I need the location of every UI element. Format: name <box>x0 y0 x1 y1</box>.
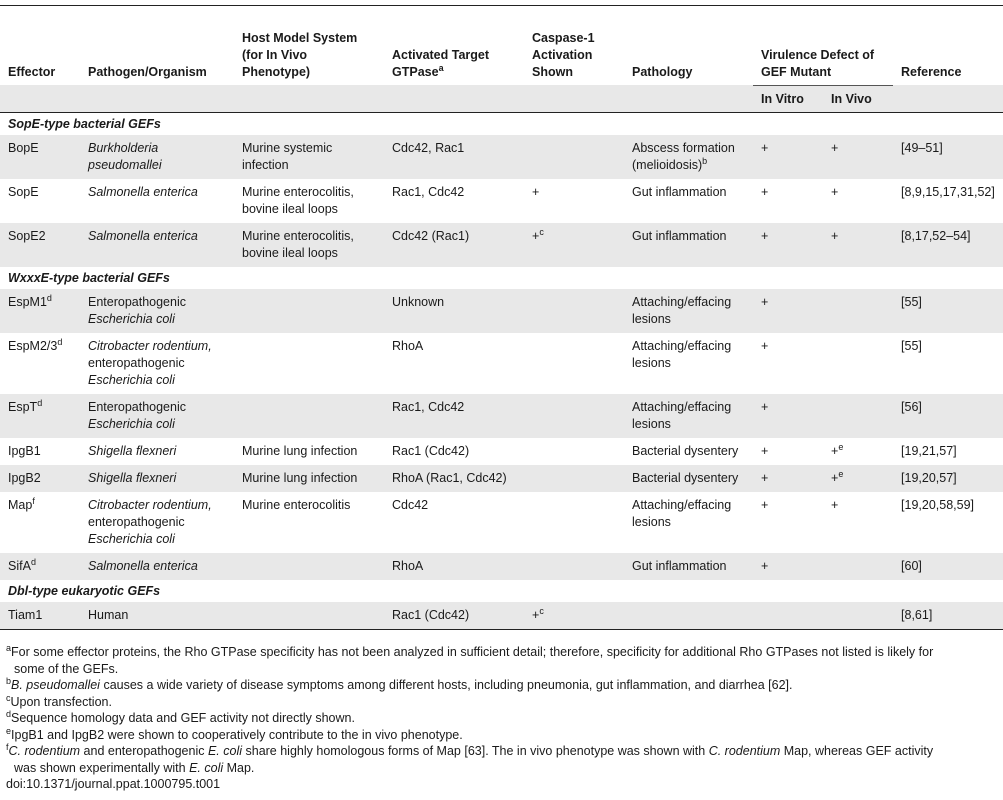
cell-reference: [55] <box>901 338 922 353</box>
table-row <box>0 438 1003 465</box>
header-reference: Reference <box>901 65 962 79</box>
cell-reference: [19,20,57] <box>893 465 1003 492</box>
cell-reference: [8,9,15,17,31,52] <box>901 184 995 199</box>
cell-pathogen: Human <box>80 602 234 630</box>
cell-caspase <box>524 289 624 333</box>
cell-in-vitro: + <box>753 289 823 333</box>
table-row <box>0 602 1003 630</box>
cell-target: RhoA <box>384 553 524 580</box>
cell-target: Cdc42 <box>392 497 429 512</box>
gef-effectors-table <box>0 28 1003 630</box>
footnote-f: $^f$C. rodentium and enteropathogenic E. coli share highly homologous forms of Map [63]. The in vivo phenotype was shown with C. rodentium Map, whereas GEF activity was shown experimentally with E. coli Map. <box>6 741 934 775</box>
cell-in-vitro: + <box>761 184 769 199</box>
cell-reference: [56] <box>893 394 1003 438</box>
cell-caspase: + <box>532 184 540 199</box>
cell-pathology <box>624 602 753 630</box>
header-in-vitro: In Vitro <box>753 85 823 112</box>
cell-pathogen: Salmonella enterica <box>80 223 234 267</box>
cell-caspase <box>524 394 624 438</box>
cell-pathology: Attaching/effacing lesions <box>632 338 732 370</box>
cell-effector: IpgB1 <box>8 443 41 458</box>
cell-in-vitro <box>753 602 823 630</box>
cell-in-vitro: + <box>753 465 823 492</box>
cell-in-vitro: + <box>753 553 823 580</box>
cell-effector: SifA$^d$ <box>0 553 80 580</box>
cell-host <box>234 289 384 333</box>
cell-pathogen: Salmonella enterica <box>80 553 234 580</box>
cell-pathology: Abscess formation (melioidosis)$^b$ <box>624 135 753 179</box>
cell-host <box>234 602 384 630</box>
cell-host <box>234 553 384 580</box>
table-row <box>0 394 1003 438</box>
cell-pathology: Attaching/effacing lesions <box>624 394 753 438</box>
cell-caspase: +$^c$ <box>524 223 624 267</box>
cell-caspase: +$^c$ <box>524 602 624 630</box>
cell-reference: [8,61] <box>893 602 1003 630</box>
cell-host: Murine enterocolitis, bovine ileal loops <box>242 184 354 216</box>
cell-effector: EspM2/3$^d$ <box>8 336 63 353</box>
cell-effector: EspM1$^d$ <box>0 289 80 333</box>
header-host: Host Model System (for In Vivo Phenotype) <box>242 31 358 79</box>
cell-reference: [8,17,52–54] <box>893 223 1003 267</box>
cell-reference: [55] <box>893 289 1003 333</box>
section-title: SopE-type bacterial GEFs <box>8 116 161 131</box>
footnote-b: $^b$B. pseudomallei causes a wide variety of disease symptoms among different hosts, including pneumonia, gut inflammation, and diarrhea [62]. <box>6 675 793 692</box>
cell-pathogen: Citrobacter rodentium, enteropathogenic Escherichia coli <box>88 497 212 546</box>
cell-in-vivo: +$^e$ <box>823 465 893 492</box>
cell-pathogen: Shigella flexneri <box>80 465 234 492</box>
header-target: Activated Target GTPase$^a$ <box>392 48 490 79</box>
cell-pathogen: Shigella flexneri <box>88 443 177 458</box>
cell-in-vivo <box>823 602 893 630</box>
cell-target: RhoA <box>392 338 424 353</box>
cell-in-vivo: + <box>823 223 893 267</box>
cell-pathology: Bacterial dysentery <box>632 443 739 458</box>
cell-target: Rac1, Cdc42 <box>384 394 524 438</box>
cell-in-vivo: + <box>831 184 839 199</box>
footnotes <box>6 644 1001 793</box>
cell-in-vivo <box>823 333 893 394</box>
cell-in-vitro: + <box>753 135 823 179</box>
cell-caspase <box>524 333 624 394</box>
cell-caspase <box>524 438 624 465</box>
cell-pathogen: Salmonella enterica <box>88 184 198 199</box>
cell-host <box>234 394 384 438</box>
table-row <box>0 553 1003 580</box>
cell-caspase <box>524 465 624 492</box>
table-row <box>0 465 1003 492</box>
footnote-d: $^d$Sequence homology data and GEF activity not directly shown. <box>6 708 355 725</box>
cell-pathology: Attaching/effacing lesions <box>632 497 732 529</box>
doi-line: doi:10.1371/journal.ppat.1000795.t001 <box>6 777 221 791</box>
cell-caspase <box>524 135 624 179</box>
cell-caspase <box>524 492 624 553</box>
cell-host: Murine lung infection <box>242 443 358 458</box>
header-pathology: Pathology <box>632 65 693 79</box>
section-title: Dbl-type eukaryotic GEFs <box>8 583 161 598</box>
cell-target: Cdc42, Rac1 <box>384 135 524 179</box>
cell-reference: [19,21,57] <box>901 443 957 458</box>
cell-reference: [49–51] <box>893 135 1003 179</box>
table-row <box>0 333 1003 394</box>
cell-in-vitro: + <box>761 338 769 353</box>
cell-target: Rac1 (Cdc42) <box>392 443 470 458</box>
header-effector: Effector <box>8 65 56 79</box>
section-title: WxxxE-type bacterial GEFs <box>8 270 170 285</box>
cell-host <box>234 333 384 394</box>
cell-in-vivo: + <box>831 497 839 512</box>
cell-in-vivo <box>823 394 893 438</box>
table-row <box>0 223 1003 267</box>
cell-pathogen: Enteropathogenic Escherichia coli <box>80 394 234 438</box>
cell-effector: SopE2 <box>0 223 80 267</box>
cell-reference: [19,20,58,59] <box>901 497 974 512</box>
cell-pathology: Gut inflammation <box>632 184 727 199</box>
cell-in-vivo: + <box>823 135 893 179</box>
cell-target: RhoA (Rac1, Cdc42) <box>384 465 524 492</box>
cell-host: Murine enterocolitis, bovine ileal loops <box>234 223 384 267</box>
cell-pathogen: Citrobacter rodentium, enteropathogenic Escherichia coli <box>88 338 212 387</box>
cell-host: Murine lung infection <box>234 465 384 492</box>
cell-pathology: Attaching/effacing lesions <box>624 289 753 333</box>
table-row <box>0 492 1003 553</box>
cell-in-vivo: +$^e$ <box>831 441 844 458</box>
cell-caspase <box>524 553 624 580</box>
footnote-e: $^e$IpgB1 and IpgB2 were shown to cooperatively contribute to the in vivo phenotype. <box>6 725 463 742</box>
cell-effector: BopE <box>0 135 80 179</box>
cell-in-vivo <box>823 553 893 580</box>
cell-in-vitro: + <box>753 223 823 267</box>
cell-host: Murine enterocolitis <box>242 497 351 512</box>
header-pathogen: Pathogen/Organism <box>88 65 207 79</box>
cell-target: Rac1 (Cdc42) <box>384 602 524 630</box>
cell-effector: Tiam1 <box>0 602 80 630</box>
top-rule <box>0 5 1003 6</box>
cell-target: Rac1, Cdc42 <box>392 184 465 199</box>
cell-reference: [60] <box>893 553 1003 580</box>
table-row <box>0 289 1003 333</box>
cell-pathogen: Burkholderia pseudomallei <box>80 135 234 179</box>
cell-in-vitro: + <box>761 443 769 458</box>
cell-host: Murine systemic infection <box>234 135 384 179</box>
cell-target: Cdc42 (Rac1) <box>384 223 524 267</box>
cell-in-vitro: + <box>753 394 823 438</box>
header-virulence: Virulence Defect of GEF Mutant <box>761 47 875 79</box>
table-row <box>0 179 1003 223</box>
header-in-vivo: In Vivo <box>823 85 893 112</box>
cell-in-vivo <box>823 289 893 333</box>
cell-in-vitro: + <box>761 497 769 512</box>
cell-pathology: Gut inflammation <box>624 223 753 267</box>
cell-pathology: Gut inflammation <box>624 553 753 580</box>
cell-effector: Map$^f$ <box>8 495 35 512</box>
footnote-c: $^c$Upon transfection. <box>6 692 112 709</box>
cell-pathology: Bacterial dysentery <box>624 465 753 492</box>
table-row <box>0 135 1003 179</box>
cell-pathogen: Enteropathogenic Escherichia coli <box>80 289 234 333</box>
header-caspase: Caspase-1 Activation Shown <box>532 31 595 79</box>
cell-effector: EspT$^d$ <box>0 394 80 438</box>
cell-effector: SopE <box>8 184 39 199</box>
cell-effector: IpgB2 <box>0 465 80 492</box>
footnote-a: $^a$For some effector proteins, the Rho GTPase specificity has not been analyzed in sufficient detail; therefore, specificity for additional Rho GTPases not listed is likely for some of the GEFs. <box>6 642 934 676</box>
cell-target: Unknown <box>384 289 524 333</box>
